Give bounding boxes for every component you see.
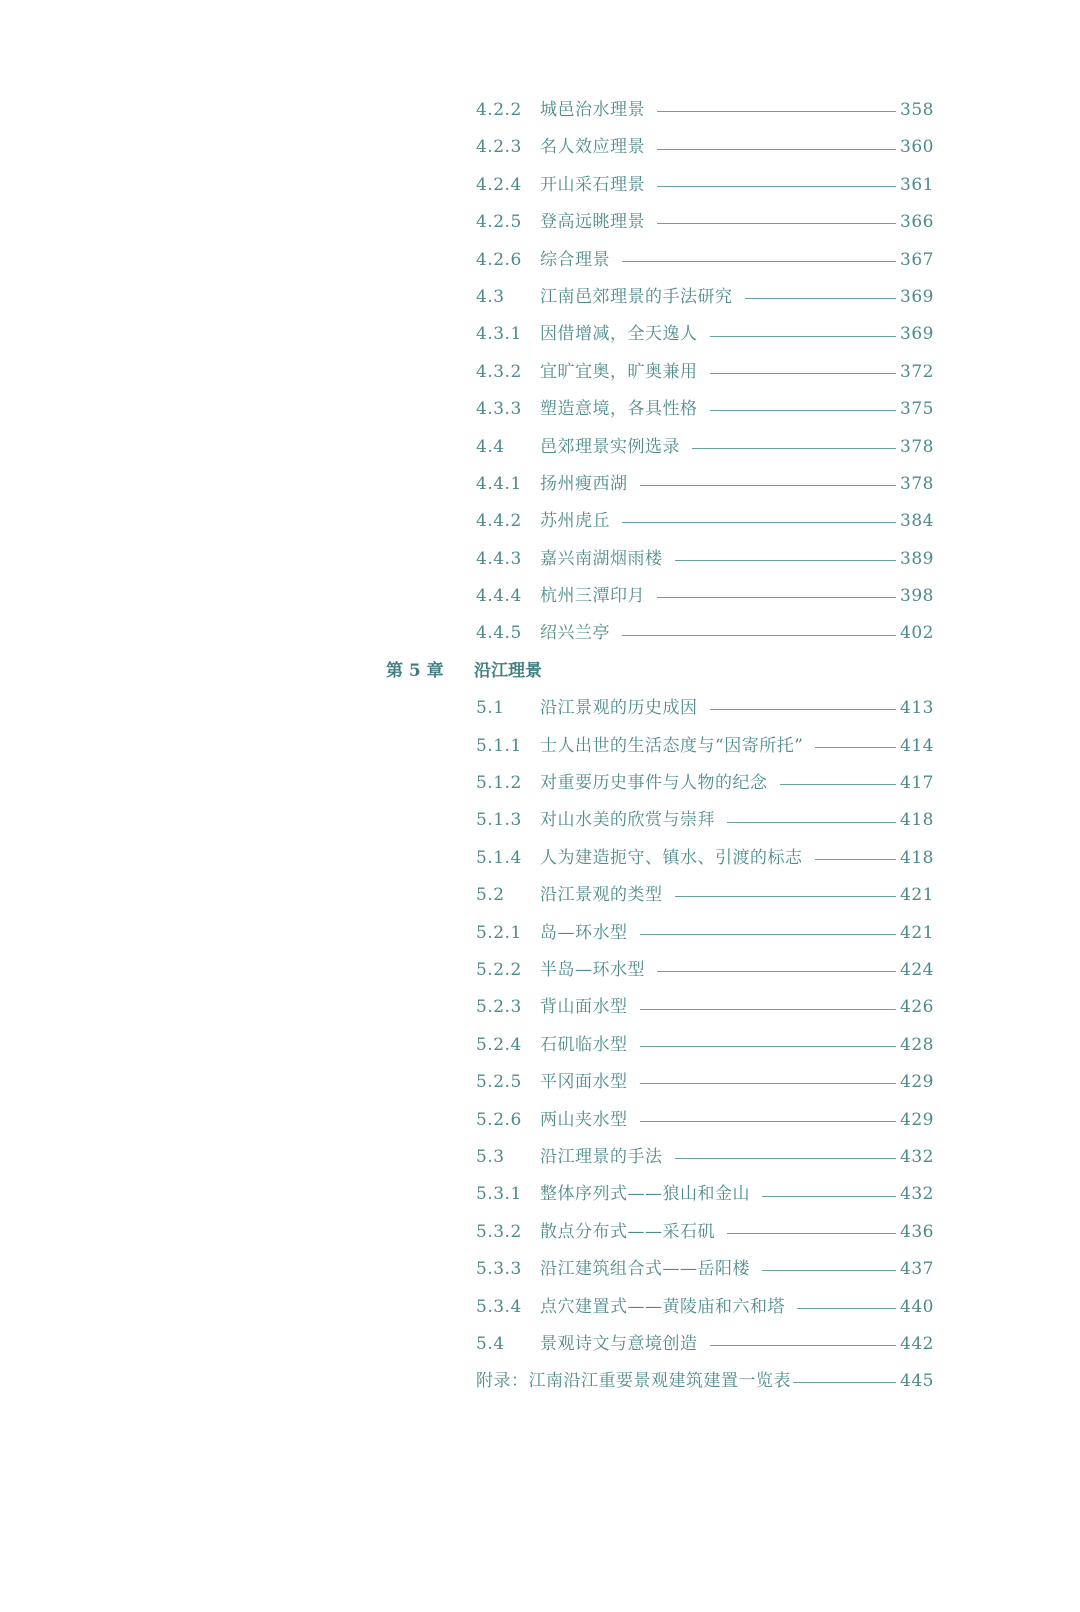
page-number: 360 xyxy=(900,137,934,158)
toc-entry xyxy=(0,316,1080,353)
page-number: 414 xyxy=(900,735,934,756)
leader-line xyxy=(675,1158,897,1159)
entry-line xyxy=(540,690,934,727)
toc-entry xyxy=(0,615,1080,652)
leader-line xyxy=(657,149,896,150)
leader-line xyxy=(657,223,896,224)
chapter-label: 第 5 章 xyxy=(386,660,444,681)
section-title: 嘉兴南湖烟雨楼 xyxy=(540,548,663,569)
toc-entry xyxy=(0,541,1080,578)
page-number: 378 xyxy=(900,436,934,457)
leader-line xyxy=(815,859,897,860)
section-number: 4.4.5 xyxy=(476,623,522,644)
section-number: 5.2.1 xyxy=(476,922,522,943)
entry-line xyxy=(540,1102,934,1139)
page-number: 437 xyxy=(900,1259,934,1280)
toc-entry xyxy=(0,1176,1080,1213)
leader-line xyxy=(640,485,897,486)
leader-line xyxy=(710,336,897,337)
section-title: 散点分布式——采石矶 xyxy=(540,1221,715,1242)
section-title: 对重要历史事件与人物的纪念 xyxy=(540,773,768,794)
section-title: 景观诗文与意境创造 xyxy=(540,1333,698,1354)
section-number: 4.3.2 xyxy=(476,361,522,382)
leader-line xyxy=(640,1009,897,1010)
leader-line xyxy=(797,1308,896,1309)
leader-line xyxy=(640,1046,897,1047)
section-number: 4.4.1 xyxy=(476,473,522,494)
leader-line xyxy=(622,635,896,636)
leader-line xyxy=(675,560,897,561)
section-number: 4.3 xyxy=(476,286,505,307)
entry-line xyxy=(540,503,934,540)
page-number: 426 xyxy=(900,997,934,1018)
toc-entry xyxy=(0,765,1080,802)
section-title: 点穴建置式——黄陵庙和六和塔 xyxy=(540,1296,785,1317)
page-number: 384 xyxy=(900,511,934,532)
page-number: 378 xyxy=(900,473,934,494)
entry-line xyxy=(540,354,934,391)
section-number: 4.4.3 xyxy=(476,548,522,569)
section-number: 4.4.2 xyxy=(476,511,522,532)
page-number: 445 xyxy=(900,1371,934,1392)
section-number: 5.2.3 xyxy=(476,997,522,1018)
leader-line xyxy=(657,186,896,187)
section-title: 因借增减，全天逸人 xyxy=(540,324,698,345)
page-number: 429 xyxy=(900,1109,934,1130)
page-number: 421 xyxy=(900,922,934,943)
entry-line xyxy=(476,1363,934,1400)
section-number: 5.3 xyxy=(476,1146,505,1167)
entry-line xyxy=(540,578,934,615)
leader-line xyxy=(710,709,897,710)
leader-line xyxy=(657,111,896,112)
toc-entry xyxy=(0,92,1080,129)
section-number: 4.2.2 xyxy=(476,100,522,120)
section-title: 宜旷宜奥，旷奥兼用 xyxy=(540,361,698,382)
leader-line xyxy=(622,522,896,523)
section-title: 邑郊理景实例选录 xyxy=(540,436,680,457)
section-number: 4.2.3 xyxy=(476,137,522,158)
leader-line xyxy=(780,784,897,785)
entry-line xyxy=(540,466,934,503)
section-number: 5.2.5 xyxy=(476,1072,522,1093)
entry-line xyxy=(540,1064,934,1101)
page-number: 429 xyxy=(900,1072,934,1093)
section-number: 5.1.4 xyxy=(476,847,522,868)
leader-line xyxy=(727,822,896,823)
section-title: 塑造意境，各具性格 xyxy=(540,399,698,420)
page-number: 369 xyxy=(900,324,934,345)
section-title: 沿江景观的历史成因 xyxy=(540,698,698,719)
toc-entry xyxy=(0,728,1080,765)
entry-line xyxy=(540,840,934,877)
page-number: 358 xyxy=(900,100,934,120)
section-title: 扬州瘦西湖 xyxy=(540,473,628,494)
section-number: 5.2.2 xyxy=(476,959,522,980)
entry-line xyxy=(540,952,934,989)
page-number: 432 xyxy=(900,1146,934,1167)
entry-line xyxy=(540,242,934,279)
entry-line xyxy=(540,1139,934,1176)
page-number: 389 xyxy=(900,548,934,569)
section-title: 平冈面水型 xyxy=(540,1072,628,1093)
page-number: 432 xyxy=(900,1184,934,1205)
toc-entry xyxy=(0,129,1080,166)
leader-line xyxy=(710,410,897,411)
section-title: 半岛—环水型 xyxy=(540,959,645,980)
section-title: 综合理景 xyxy=(540,249,610,270)
section-number: 5.1 xyxy=(476,698,505,719)
page-number: 442 xyxy=(900,1333,934,1354)
toc-entry xyxy=(0,429,1080,466)
page-number: 418 xyxy=(900,847,934,868)
page-number: 418 xyxy=(900,810,934,831)
entry-line xyxy=(540,129,934,166)
toc-entry xyxy=(0,690,1080,727)
section-number: 5.4 xyxy=(476,1333,505,1354)
entry-line xyxy=(540,1176,934,1213)
entry-line xyxy=(540,877,934,914)
toc-entry xyxy=(0,242,1080,279)
toc-entry xyxy=(0,989,1080,1026)
leader-line xyxy=(622,261,896,262)
page-number: 366 xyxy=(900,212,934,233)
leader-line xyxy=(640,1083,897,1084)
leader-line xyxy=(657,597,896,598)
entry-line xyxy=(540,92,934,129)
section-title: 苏州虎丘 xyxy=(540,511,610,532)
page-number: 375 xyxy=(900,399,934,420)
entry-line xyxy=(540,391,934,428)
section-title: 人为建造扼守、镇水、引渡的标志 xyxy=(540,847,803,868)
page-number: 421 xyxy=(900,885,934,906)
section-number: 5.3.1 xyxy=(476,1184,522,1205)
toc-entry xyxy=(0,915,1080,952)
page-number: 413 xyxy=(900,698,934,719)
page-number: 398 xyxy=(900,586,934,607)
section-number: 5.3.3 xyxy=(476,1259,522,1280)
section-title: 两山夹水型 xyxy=(540,1109,628,1130)
section-number: 4.3.3 xyxy=(476,399,522,420)
page-number: 417 xyxy=(900,773,934,794)
section-number: 5.2.4 xyxy=(476,1034,522,1055)
section-title: 石矶临水型 xyxy=(540,1034,628,1055)
section-number: 4.2.5 xyxy=(476,212,522,233)
section-title: 背山面水型 xyxy=(540,997,628,1018)
section-title: 沿江理景的手法 xyxy=(540,1146,663,1167)
entry-line xyxy=(540,429,934,466)
chapter-heading xyxy=(0,653,1080,690)
toc-entry xyxy=(0,952,1080,989)
leader-line xyxy=(762,1196,896,1197)
section-title: 开山采石理景 xyxy=(540,174,645,195)
section-number: 4.4.4 xyxy=(476,586,522,607)
page-number: 361 xyxy=(900,174,934,195)
leader-line xyxy=(793,1382,896,1383)
leader-line xyxy=(815,747,896,748)
toc-entry xyxy=(0,1251,1080,1288)
entry-line xyxy=(540,1326,934,1363)
section-number: 5.3.2 xyxy=(476,1221,522,1242)
page-number: 369 xyxy=(900,286,934,307)
table-of-contents xyxy=(0,92,1080,1401)
toc-entry xyxy=(0,391,1080,428)
leader-line xyxy=(675,896,897,897)
toc-entry xyxy=(0,167,1080,204)
section-title: 绍兴兰亭 xyxy=(540,623,610,644)
toc-entry xyxy=(0,354,1080,391)
section-number: 4.2.6 xyxy=(476,249,522,270)
entry-line xyxy=(540,541,934,578)
section-title: 整体序列式——狼山和金山 xyxy=(540,1184,750,1205)
leader-line xyxy=(745,298,897,299)
toc-entry xyxy=(0,802,1080,839)
section-number: 5.1.2 xyxy=(476,773,522,794)
toc-entry xyxy=(0,466,1080,503)
entry-line xyxy=(540,167,934,204)
toc-entry xyxy=(0,877,1080,914)
toc-entry xyxy=(0,578,1080,615)
page-number: 436 xyxy=(900,1221,934,1242)
section-title: 士人出世的生活态度与“因寄所托” xyxy=(540,735,804,756)
entry-line xyxy=(540,802,934,839)
chapter-title: 沿江理景 xyxy=(474,660,542,681)
entry-line xyxy=(540,316,934,353)
toc-entry xyxy=(0,1027,1080,1064)
leader-line xyxy=(657,971,896,972)
entry-line xyxy=(540,1214,934,1251)
section-title: 对山水美的欣赏与崇拜 xyxy=(540,810,715,831)
entry-line xyxy=(540,765,934,802)
entry-line xyxy=(540,1251,934,1288)
toc-entry xyxy=(0,1102,1080,1139)
section-number: 5.2.6 xyxy=(476,1109,522,1130)
leader-line xyxy=(727,1233,896,1234)
toc-entry xyxy=(0,503,1080,540)
page-number: 440 xyxy=(900,1296,934,1317)
toc-entry xyxy=(0,1139,1080,1176)
section-number: 4.4 xyxy=(476,436,505,457)
section-number: 4.3.1 xyxy=(476,324,522,345)
toc-entry xyxy=(0,1289,1080,1326)
entry-line xyxy=(540,989,934,1026)
toc-entry xyxy=(0,1064,1080,1101)
leader-line xyxy=(640,1121,897,1122)
leader-line xyxy=(692,448,896,449)
entry-line xyxy=(540,204,934,241)
section-title: 沿江建筑组合式——岳阳楼 xyxy=(540,1259,750,1280)
leader-line xyxy=(640,934,897,935)
entry-line xyxy=(540,615,934,652)
toc-entry xyxy=(0,1326,1080,1363)
entry-line xyxy=(540,915,934,952)
entry-line xyxy=(540,1289,934,1326)
section-title: 杭州三潭印月 xyxy=(540,586,645,607)
section-title: 登高远眺理景 xyxy=(540,212,645,233)
section-title: 名人效应理景 xyxy=(540,137,645,158)
page-number: 428 xyxy=(900,1034,934,1055)
entry-line xyxy=(540,1027,934,1064)
page-number: 372 xyxy=(900,361,934,382)
section-title: 岛—环水型 xyxy=(540,922,628,943)
page-number: 424 xyxy=(900,959,934,980)
section-title: 江南邑郊理景的手法研究 xyxy=(540,286,733,307)
leader-line xyxy=(762,1270,896,1271)
section-title: 附录：江南沿江重要景观建筑建置一览表 xyxy=(476,1371,791,1392)
section-number: 5.1.1 xyxy=(476,735,522,756)
entry-line xyxy=(540,728,934,765)
section-number: 5.1.3 xyxy=(476,810,522,831)
section-title: 沿江景观的类型 xyxy=(540,885,663,906)
leader-line xyxy=(710,1345,897,1346)
section-number: 5.2 xyxy=(476,885,505,906)
toc-appendix-entry xyxy=(0,1363,1080,1400)
toc-entry xyxy=(0,840,1080,877)
section-number: 4.2.4 xyxy=(476,174,522,195)
section-title: 城邑治水理景 xyxy=(540,100,645,120)
page-number: 402 xyxy=(900,623,934,644)
entry-line xyxy=(540,279,934,316)
toc-entry xyxy=(0,1214,1080,1251)
toc-entry xyxy=(0,204,1080,241)
section-number: 5.3.4 xyxy=(476,1296,522,1317)
leader-line xyxy=(710,373,897,374)
toc-entry xyxy=(0,279,1080,316)
page-number: 367 xyxy=(900,249,934,270)
